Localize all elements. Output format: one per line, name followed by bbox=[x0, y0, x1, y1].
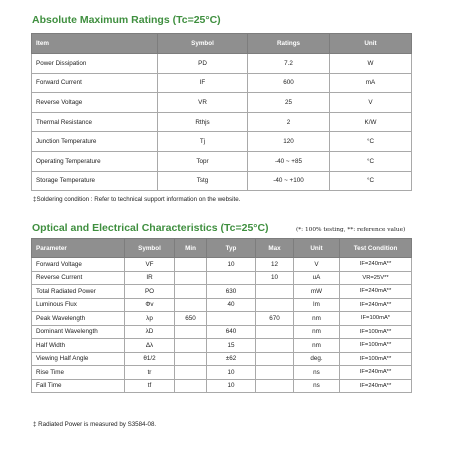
table-cell: nm bbox=[294, 325, 340, 339]
table-cell: 670 bbox=[256, 312, 294, 326]
table-cell: VR bbox=[158, 93, 248, 113]
table-cell: tf bbox=[125, 379, 175, 393]
table-cell: 650 bbox=[175, 312, 207, 326]
table-cell: deg. bbox=[294, 352, 340, 366]
table-cell bbox=[256, 325, 294, 339]
table-cell: Forward Voltage bbox=[32, 258, 125, 272]
column-header: Item bbox=[32, 34, 158, 54]
table-cell bbox=[256, 379, 294, 393]
table-cell: V bbox=[330, 93, 412, 113]
table-cell: PD bbox=[158, 54, 248, 74]
table-row bbox=[32, 171, 412, 191]
table-cell: V bbox=[294, 258, 340, 272]
table-cell bbox=[256, 285, 294, 299]
table-cell: Topr bbox=[158, 151, 248, 171]
table-row bbox=[32, 54, 412, 74]
table-cell: IF=240mA** bbox=[340, 285, 412, 299]
table-header-row bbox=[32, 239, 412, 258]
table-cell: IF=100mA** bbox=[340, 352, 412, 366]
column-header: Test Condition bbox=[340, 239, 412, 258]
table-cell: IF=100mA** bbox=[340, 325, 412, 339]
table-cell: Φv bbox=[125, 298, 175, 312]
table-cell: IF=240mA** bbox=[340, 379, 412, 393]
table-cell: Half Width bbox=[32, 339, 125, 353]
absolute-ratings-title: Absolute Maximum Ratings (Tc=25°C) bbox=[32, 14, 221, 26]
testing-legend: (*: 100% testing, **: reference value) bbox=[296, 227, 406, 233]
table-cell: IF bbox=[158, 73, 248, 93]
optical-characteristics-table bbox=[31, 238, 412, 393]
column-header: Symbol bbox=[125, 239, 175, 258]
table-cell: lm bbox=[294, 298, 340, 312]
table-cell: IF=100mA** bbox=[340, 339, 412, 353]
table-cell: Reverse Voltage bbox=[32, 93, 158, 113]
table-cell bbox=[207, 312, 256, 326]
table-cell: W bbox=[330, 54, 412, 74]
table-row bbox=[32, 379, 412, 393]
table-cell: Junction Temperature bbox=[32, 132, 158, 152]
table-row bbox=[32, 352, 412, 366]
table-cell: Peak Wavelength bbox=[32, 312, 125, 326]
table-cell bbox=[256, 366, 294, 380]
table-row bbox=[32, 312, 412, 326]
absolute-ratings-table bbox=[31, 33, 412, 191]
table-row bbox=[32, 73, 412, 93]
column-header: Symbol bbox=[158, 34, 248, 54]
soldering-note: ‡Soldering condition : Refer to technical support information on the website. bbox=[33, 196, 241, 203]
table-cell: 10 bbox=[207, 366, 256, 380]
table-cell: IF=240mA** bbox=[340, 366, 412, 380]
table-cell bbox=[175, 285, 207, 299]
column-header: Typ bbox=[207, 239, 256, 258]
column-header: Unit bbox=[330, 34, 412, 54]
table-cell bbox=[175, 352, 207, 366]
table-cell: VR=25V** bbox=[340, 271, 412, 285]
table-cell bbox=[175, 366, 207, 380]
table-cell: nm bbox=[294, 339, 340, 353]
table-row bbox=[32, 325, 412, 339]
table-cell: °C bbox=[330, 132, 412, 152]
table-cell: mA bbox=[330, 73, 412, 93]
table-cell: Forward Current bbox=[32, 73, 158, 93]
table-row bbox=[32, 112, 412, 132]
table-cell bbox=[256, 339, 294, 353]
table-cell: Total Radiated Power bbox=[32, 285, 125, 299]
table-cell: Dominant Wavelength bbox=[32, 325, 125, 339]
table-cell: K/W bbox=[330, 112, 412, 132]
table-cell: -40 ~ +100 bbox=[248, 171, 330, 191]
table-cell: PO bbox=[125, 285, 175, 299]
table-row bbox=[32, 258, 412, 272]
table-cell: Thermal Resistance bbox=[32, 112, 158, 132]
table-cell: °C bbox=[330, 151, 412, 171]
table-cell bbox=[256, 352, 294, 366]
table-cell: VF bbox=[125, 258, 175, 272]
table-cell: ns bbox=[294, 366, 340, 380]
table-cell: Viewing Half Angle bbox=[32, 352, 125, 366]
table-row bbox=[32, 339, 412, 353]
table-cell: Luminous Flux bbox=[32, 298, 125, 312]
optical-characteristics-title: Optical and Electrical Characteristics (Tc=25°C) bbox=[32, 222, 269, 234]
table-cell: 640 bbox=[207, 325, 256, 339]
table-cell: ns bbox=[294, 379, 340, 393]
table-row bbox=[32, 285, 412, 299]
table-cell: 15 bbox=[207, 339, 256, 353]
table-cell: Power Dissipation bbox=[32, 54, 158, 74]
table-cell: mW bbox=[294, 285, 340, 299]
table-cell: 10 bbox=[207, 258, 256, 272]
table-cell: 40 bbox=[207, 298, 256, 312]
table-cell: IR bbox=[125, 271, 175, 285]
table-cell: uA bbox=[294, 271, 340, 285]
table-cell: 630 bbox=[207, 285, 256, 299]
table-cell: 10 bbox=[256, 271, 294, 285]
table-cell: 120 bbox=[248, 132, 330, 152]
table-row bbox=[32, 151, 412, 171]
table-cell: 25 bbox=[248, 93, 330, 113]
table-cell bbox=[175, 258, 207, 272]
table-cell: °C bbox=[330, 171, 412, 191]
column-header: Max bbox=[256, 239, 294, 258]
table-row bbox=[32, 298, 412, 312]
column-header: Unit bbox=[294, 239, 340, 258]
table-cell: Δλ bbox=[125, 339, 175, 353]
table-cell: IF=240mA** bbox=[340, 298, 412, 312]
table-cell: nm bbox=[294, 312, 340, 326]
table-cell: 600 bbox=[248, 73, 330, 93]
table-cell: Reverse Current bbox=[32, 271, 125, 285]
column-header: Parameter bbox=[32, 239, 125, 258]
table-cell bbox=[175, 298, 207, 312]
table-cell: λD bbox=[125, 325, 175, 339]
column-header: Ratings bbox=[248, 34, 330, 54]
table-cell: Rise Time bbox=[32, 366, 125, 380]
table-cell: tr bbox=[125, 366, 175, 380]
table-cell: Rthjs bbox=[158, 112, 248, 132]
table-row bbox=[32, 93, 412, 113]
radiated-power-note: ‡ Radiated Power is measured by S3584-08. bbox=[33, 421, 157, 428]
table-cell: ±62 bbox=[207, 352, 256, 366]
table-cell: Operating Temperature bbox=[32, 151, 158, 171]
table-cell bbox=[175, 379, 207, 393]
table-row bbox=[32, 271, 412, 285]
table-cell bbox=[175, 339, 207, 353]
column-header: Min bbox=[175, 239, 207, 258]
table-cell bbox=[175, 271, 207, 285]
table-cell bbox=[207, 271, 256, 285]
table-cell: 10 bbox=[207, 379, 256, 393]
table-cell bbox=[256, 298, 294, 312]
table-cell: -40 ~ +85 bbox=[248, 151, 330, 171]
table-cell: 2 bbox=[248, 112, 330, 132]
table-cell bbox=[175, 325, 207, 339]
table-cell: Tstg bbox=[158, 171, 248, 191]
table-header-row bbox=[32, 34, 412, 54]
table-cell: θ1/2 bbox=[125, 352, 175, 366]
table-cell: 7.2 bbox=[248, 54, 330, 74]
table-row bbox=[32, 132, 412, 152]
table-cell: Fall Time bbox=[32, 379, 125, 393]
table-cell: Storage Temperature bbox=[32, 171, 158, 191]
table-cell: Tj bbox=[158, 132, 248, 152]
table-cell: λp bbox=[125, 312, 175, 326]
table-cell: IF=100mA* bbox=[340, 312, 412, 326]
table-row bbox=[32, 366, 412, 380]
table-cell: 12 bbox=[256, 258, 294, 272]
table-cell: IF=240mA** bbox=[340, 258, 412, 272]
